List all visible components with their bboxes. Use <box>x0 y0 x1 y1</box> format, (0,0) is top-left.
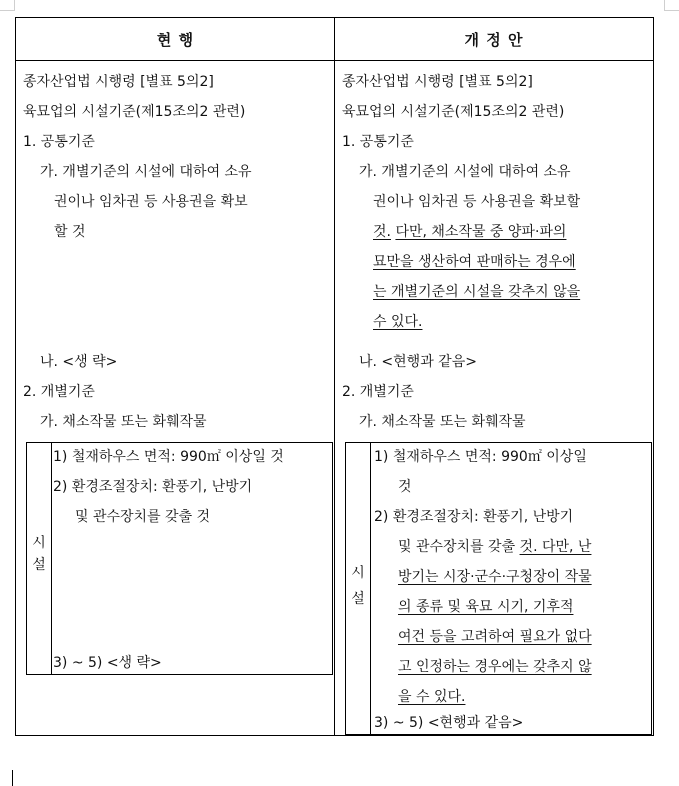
amended-text: 것. 다만, 난 <box>519 539 592 555</box>
section-individual: 2. 개별기준 <box>23 384 95 400</box>
column-divider <box>334 18 335 735</box>
facility-item-3-5: 3) ~ 5) <현행과 같음> <box>374 715 524 731</box>
text-cursor <box>12 770 13 786</box>
annex-title: 육묘업의 시설기준(제15조의2 관련) <box>342 104 565 120</box>
facility-item-2: 2) 환경조절장치: 환풍기, 난방기 <box>374 509 574 525</box>
facility-item-2-text: 및 관수장치를 갖출 <box>398 539 516 555</box>
header-current: 현 행 <box>16 18 334 61</box>
facility-item-2: 2) 환경조절장치: 환풍기, 난방기 <box>53 479 253 495</box>
amended-text: 묘만을 생산하여 판매하는 경우에 <box>373 254 576 270</box>
item-ga-line2: 권이나 임차권 등 사용권을 확보할 <box>373 194 581 210</box>
facility-item-1: 1) 철재하우스 면적: 990㎡ 이상일 <box>374 449 587 465</box>
section-common: 1. 공통기준 <box>23 134 95 150</box>
facility-label-char2: 설 <box>351 591 365 607</box>
facility-box <box>345 442 652 735</box>
item-ga-line1: 가. 개별기준의 시설에 대하여 소유 <box>40 164 252 180</box>
item-vegetables: 가. 채소작물 또는 화훼작물 <box>40 414 207 430</box>
header-amended: 개 정 안 <box>334 18 653 61</box>
facility-item-1: 1) 철재하우스 면적: 990㎡ 이상일 것 <box>53 449 284 465</box>
amended-text: 는 개별기준의 시설을 갖추지 않을 <box>373 284 581 300</box>
item-ga-line2: 권이나 임차권 등 사용권을 확보 <box>54 194 248 210</box>
section-individual: 2. 개별기준 <box>342 384 414 400</box>
amended-text: 의 종류 및 육묘 시기, 기후적 <box>398 599 574 615</box>
amended-text: 고 인정하는 경우에는 갖추지 않 <box>398 659 592 675</box>
facility-item-1-cont: 것 <box>398 479 412 495</box>
page-corner-mark-right <box>664 0 679 11</box>
item-na: 나. <생 략> <box>40 354 118 370</box>
facility-item-3-5: 3) ~ 5) <생 략> <box>53 655 162 671</box>
annex-title: 육묘업의 시설기준(제15조의2 관련) <box>23 104 246 120</box>
amended-text: 다만, 채소작물 중 양파·파의 <box>395 224 567 240</box>
item-na: 나. <현행과 같음> <box>359 354 477 370</box>
item-ga-line3 <box>373 222 566 242</box>
facility-item-2-cont: 및 관수장치를 갖출 것 <box>75 509 211 525</box>
law-title: 종자산업법 시행령 [별표 5의2] <box>23 74 214 90</box>
page-corner-mark-left <box>0 0 15 11</box>
facility-label-cell <box>346 443 371 734</box>
facility-label-char1: 시 <box>32 535 46 551</box>
facility-label-char2: 설 <box>32 557 46 573</box>
item-vegetables: 가. 채소작물 또는 화훼작물 <box>359 414 526 430</box>
law-title: 종자산업법 시행령 [별표 5의2] <box>342 74 533 90</box>
amended-text: 방기는 시장·군수·구청장이 작물 <box>398 569 592 585</box>
section-common: 1. 공통기준 <box>342 134 414 150</box>
comparison-table <box>15 17 654 736</box>
amended-text: 을 수 있다. <box>398 689 466 705</box>
item-ga-line1: 가. 개별기준의 시설에 대하여 소유 <box>359 164 571 180</box>
facility-item-2-cont <box>398 537 591 557</box>
amended-text: 것. <box>373 224 391 240</box>
facility-label-char1: 시 <box>351 565 365 581</box>
amended-text: 여건 등을 고려하여 필요가 없다 <box>398 629 592 645</box>
amended-text: 수 있다. <box>373 314 423 330</box>
facility-box <box>26 442 333 675</box>
facility-label-cell <box>27 443 52 674</box>
item-ga-line3: 할 것 <box>54 224 86 240</box>
